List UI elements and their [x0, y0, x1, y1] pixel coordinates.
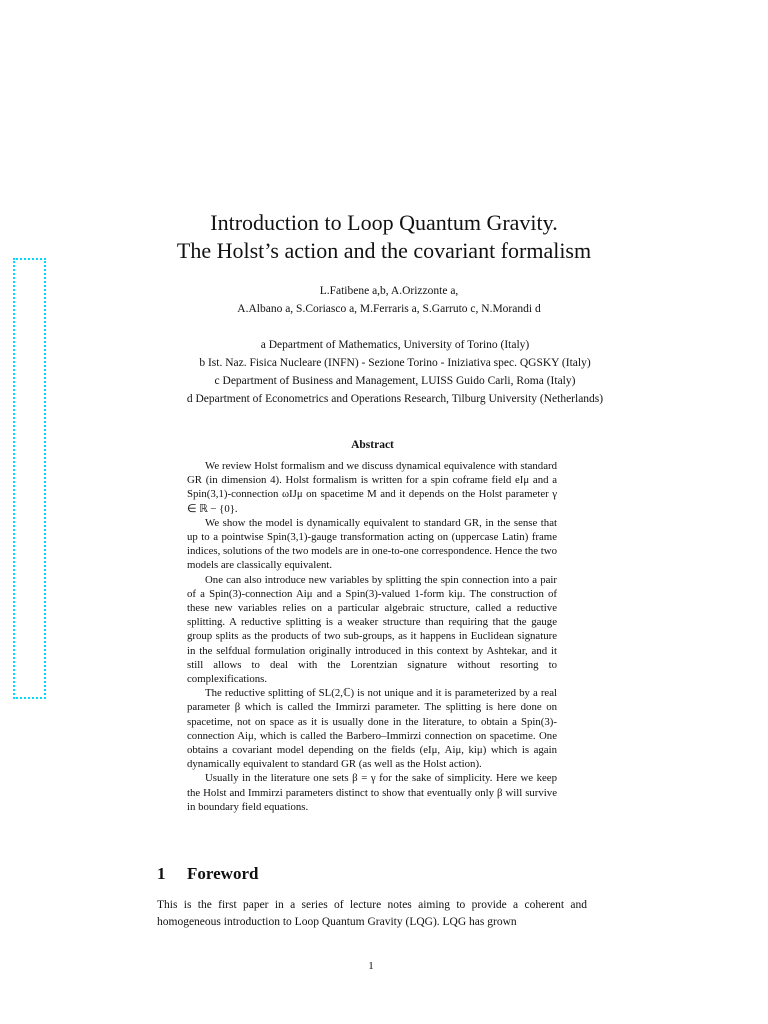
abstract-body [187, 459, 557, 814]
section-body-text: This is the first paper in a series of lecture notes aiming to provide a coherent and homogeneous introduction to Loop Quantum Gravity (LQG). LQG has grown [157, 899, 587, 928]
affiliation-list [0, 336, 768, 408]
author-list [0, 282, 768, 318]
section-title: Foreword [187, 864, 259, 883]
authors-line-2 [0, 300, 768, 318]
paper-title [0, 209, 768, 265]
abstract-paragraph: We show the model is dynamically equivalent to standard GR, in the sense that up to a pointwise Spin(3,1)-gauge transformation acting on (uppercase Latin) frame indices, solutions of the two models are in one-to-one correspondence. Hence the two models are classically equivalent. [187, 516, 557, 572]
margin-dotted-box [13, 258, 46, 699]
section-heading [157, 864, 258, 884]
section-number: 1 [157, 864, 166, 883]
page-number: 1 [368, 960, 374, 972]
authors-line-1-text: L.Fatibene a,b, A.Orizzonte a, [319, 285, 459, 297]
title-line-2: The Holst’s action and the covariant formalism [176, 238, 592, 263]
abstract-paragraph: We review Holst formalism and we discuss dynamical equivalence with standard GR (in dimension 4). Holst formalism is written for a spin coframe field eIμ and a Spin(3,1)-connection ωIJμ on spacetime M and it depends on the Holst parameter γ ∈ ℝ − {0}. [187, 460, 557, 515]
affiliation-c: c Department of Business and Management, LUISS Guido Carli, Roma (Italy) [214, 375, 576, 387]
abstract-paragraph: One can also introduce new variables by splitting the spin connection into a pair of a Spin(3)-connection Aiμ and a Spin(3)-valued 1-form kiμ. The construction of these new variables relies on a particular algebraic structure, called a reductive splitting. A reductive splitting is a weaker structure than requiring that the gauge group splits as the products of two sub-groups, as it happens in Euclidean signature in the selfdual formulation originally introduced in this context by Ashtekar, and it still allows to deal with the Lorentzian signature without resorting to complexifications. [187, 573, 557, 686]
abstract-heading: Abstract [351, 439, 394, 451]
affiliation-b: b Ist. Naz. Fisica Nucleare (INFN) - Sezione Torino - Iniziativa spec. QGSKY (Italy) [199, 357, 591, 369]
title-line-1: Introduction to Loop Quantum Gravity. [210, 210, 558, 235]
authors-line-2-text: A.Albano a, S.Coriasco a, M.Ferraris a, S.Garruto c, N.Morandi d [237, 303, 541, 315]
affiliation-d: d Department of Econometrics and Operations Research, Tilburg University (Netherlands) [186, 393, 604, 405]
abstract-paragraph: Usually in the literature one sets β = γ for the sake of simplicity. Here we keep the Holst and Immirzi parameters distinct to show that eventually only β will survive in boundary field equations. [187, 772, 557, 813]
abstract-paragraph: The reductive splitting of SL(2,ℂ) is not unique and it is parameterized by a real parameter β which is called the Immirzi parameter. The splitting is here done on spacetime, not on space as it is usually done in the literature, to obtain a Spin(3)-connection Aiμ, which is called the Barbero–Immirzi connection on spacetime. One obtains a covariant model depending on the fields (eIμ, Aiμ, kiμ) which is again dynamically equivalent to standard GR (as well as the Holst action). [187, 687, 557, 771]
affiliation-a: a Department of Mathematics, University of Torino (Italy) [260, 339, 530, 351]
authors-line-1 [0, 282, 768, 300]
